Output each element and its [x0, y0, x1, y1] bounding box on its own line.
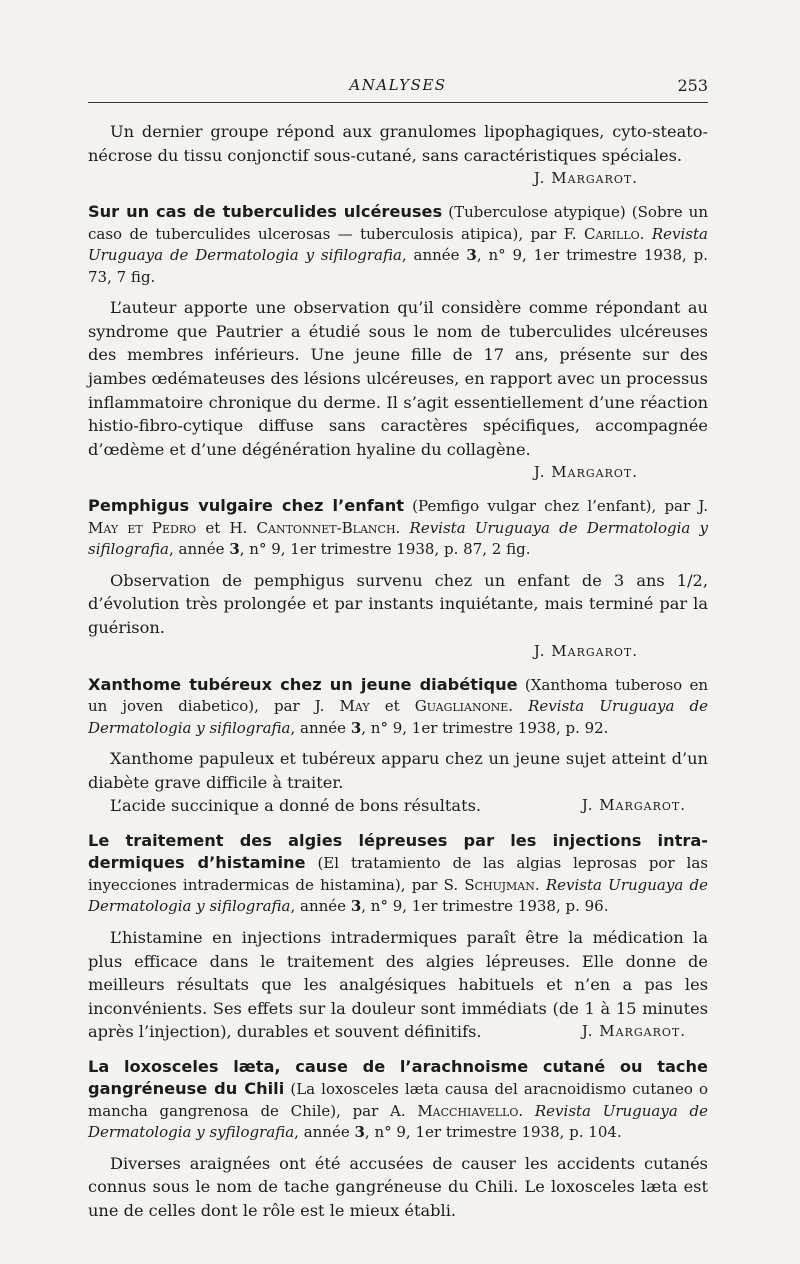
entry-paragraph: Xanthome papuleux et tubéreux apparu chez un jeune sujet atteint d’un diabète grave difficile à traiter.: [88, 749, 708, 792]
journal-name: Revista Uruguaya de Dermatologia y syfilografia: [88, 1101, 708, 1142]
entry-title: Pemphigus vulgaire chez l’enfant: [88, 496, 404, 516]
entry-citation: La loxosceles læta, cause de l’arachnoisme cutané ou tache gangréneuse du Chili (La loxosceles læta causa del aracnoidismo cutaneo o mancha gangrenosa de Chile), par A. Macchiavello. Revista Uruguaya de Dermatologia y syfilografia, année 3, n° 9, 1er trimestre 1938, p. 104.: [88, 1056, 708, 1142]
journal-name: Revista Uruguaya de Dermatologia y sifilografia: [88, 224, 708, 265]
journal-name: Revista Uruguaya de Dermatologia y sifilografia: [88, 697, 708, 737]
page-number: 253: [677, 76, 708, 95]
review-entry: [88, 674, 708, 818]
entry-citation: Xanthome tubéreux chez un jeune diabétique (Xanthoma tuberoso en un joven diabetico), par J. May et Guaglianone. Revista Uruguaya de Dermatologia y sifilografia, année 3, n° 9, 1er trimestre 1938, p. 92.: [88, 674, 708, 737]
author-name: Schujman: [464, 875, 535, 894]
page-content: [88, 120, 708, 1223]
review-entry: [88, 1056, 708, 1223]
entry-paragraph: L’histamine en injections intradermiques paraît être la médication la plus efficace dans le traitement des algies lépreuses. Elle donne de meilleurs résultats que les analgésiques habituels et n’en a pas les inconvénients. Ses effets sur la douleur sont immédiats (de 1 à 15 minutes après l’injection), durables et souvent définitifs. J. Margarot.: [88, 926, 708, 1044]
entry-citation: Sur un cas de tuberculides ulcéreuses (Tuberculose atypique) (Sobre un caso de tuberculides ulcerosas — tuberculosis atipica), par F. Carillo. Revista Uruguaya de Dermatologia y sifilografia, année 3, n° 9, 1er trimestre 1938, p. 73, 7 fig.: [88, 202, 708, 286]
signature: J. Margarot.: [581, 1022, 686, 1041]
running-title: ANALYSES: [349, 76, 447, 94]
signature: J. Margarot.: [533, 641, 638, 660]
review-entry: [88, 830, 708, 1044]
entry-paragraph: Diverses araignées ont été accusées de causer les accidents cutanés connus sous le nom de tache gangréneuse du Chili. Le loxosceles læta est une de celles dont le rôle est le mieux établi.: [88, 1153, 708, 1221]
signature: J. Margarot.: [533, 463, 638, 482]
entry-paragraph: Observation de pemphigus survenu chez un enfant de 3 ans 1/2, d’évolution très prolongée et par instants inquiétante, mais terminé par la guérison.: [88, 570, 708, 638]
journal-name: Revista Uruguaya de Dermatologia y sifilografia: [88, 518, 709, 559]
entry-citation: Le traitement des algies lépreuses par les injections intra-dermiques d’histamine (El tratamiento de las algias leprosas por las inyecciones intradermicas de histamina), par S. Schujman. Revista Uruguaya de Dermatologia y sifilografia, année 3, n° 9, 1er trimestre 1938, p. 96.: [88, 830, 708, 916]
entry-paragraph: L’auteur apporte une observation qu’il considère comme répondant au syndrome que Pautrier a étudié sous le nom de tuberculides ulcéreuses des membres inférieurs. Une jeune fille de 17 ans, présente sur des jambes œdémateuses des lésions ulcéreuses, en rapport avec un processus inflammatoire chronique du derme. Il s’agit essentiellement d’une réaction histio-fibro-cytique diffuse sans caractères spécifiques, accompagnée d’œdème et d’une dégénération hyaline du collagène.: [88, 298, 708, 459]
review-entry: [88, 495, 708, 661]
journal-name: Revista Uruguaya de Dermatologia y sifilografia: [88, 875, 708, 916]
entry-title: Xanthome tubéreux chez un jeune diabétique: [88, 674, 518, 694]
entry-title: Le traitement des algies lépreuses par les injections intra-dermiques d’histamine: [88, 830, 708, 873]
entry-title: La loxosceles læta, cause de l’arachnoisme cutané ou tache gangréneuse du Chili: [88, 1056, 708, 1099]
author-name: Carillo: [583, 224, 640, 243]
entry-citation: Pemphigus vulgaire chez l’enfant (Pemfigo vulgar chez l’enfant), par J. May et Pedro et H. Cantonnet-Blanch. Revista Uruguaya de Dermatologia y sifilografia, année 3, n° 9, 1er trimestre 1938, p. 87, 2 fig.: [88, 496, 709, 559]
signature: J. Margarot.: [533, 169, 638, 188]
entry-title: Sur un cas de tuberculides ulcéreuses: [88, 202, 443, 222]
signature: J. Margarot.: [581, 796, 686, 815]
running-header: [88, 74, 708, 103]
author-name: May et Pedro: [88, 518, 197, 537]
author-name: Macchiavello: [417, 1101, 519, 1120]
author-name: May: [339, 697, 370, 716]
entry-paragraph: L’acide succinique a donné de bons résultats. J. Margarot.: [88, 794, 708, 818]
author-name: Cantonnet-Blanch: [256, 518, 396, 537]
review-entry: [88, 201, 708, 483]
author-name: Guaglianone: [414, 697, 509, 716]
intro-paragraph: Un dernier groupe répond aux granulomes lipophagiques, cyto-steato-nécrose du tissu conjonctif sous-cutané, sans caractéristiques spéciales.: [88, 122, 708, 165]
